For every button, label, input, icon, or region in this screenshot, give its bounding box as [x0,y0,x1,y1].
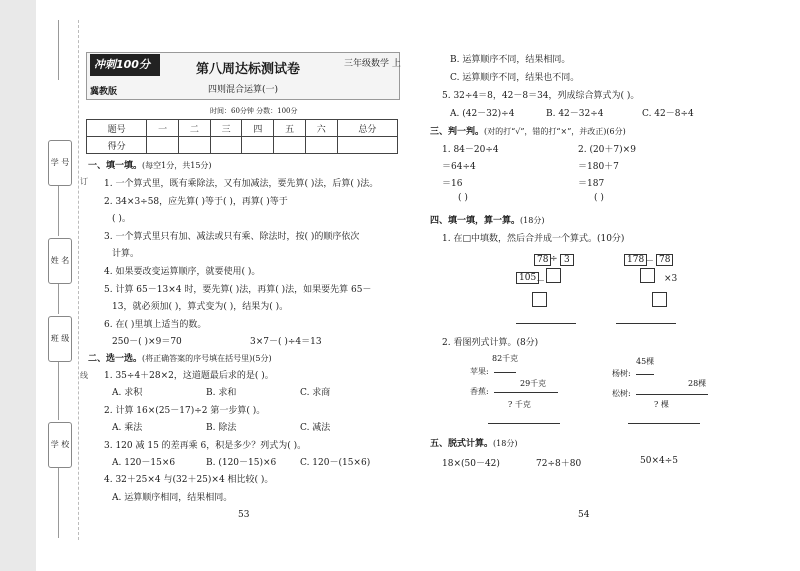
question-text: 6. 在( )里填上适当的数。 [104,320,207,330]
binding-line [58,362,59,420]
fold-line [78,20,79,540]
bar-label: 苹果: [470,367,489,376]
judge-line: ＝64÷4 [442,162,476,172]
page-number: 54 [578,510,590,520]
bar-label: 45棵 [636,357,655,366]
bar [636,394,708,395]
option[interactable]: C. 求商 [300,388,331,398]
option[interactable]: C. 42－8÷4 [642,109,694,119]
score-cell[interactable] [337,137,397,154]
table-cell: 五 [274,120,306,137]
equation: 250－( )×9＝70 [112,337,182,347]
binding-line [58,284,59,314]
scan-margin [0,0,36,571]
operator: ×3 [664,274,678,284]
judge-line: 1. 84－20÷4 [442,145,499,155]
bar-label: 杨树: [612,369,631,378]
bar-label: 29千克 [520,379,547,388]
number-box: 78 [656,254,673,266]
table-cell: 一 [147,120,179,137]
answer-line[interactable] [628,423,700,424]
table-cell: 六 [305,120,337,137]
brand-logo: 冲刺100分 [90,54,160,76]
question-text: 4. 如果要改变运算顺序，就要使用( )。 [104,267,261,277]
score-table-header [87,120,398,137]
score-cell[interactable] [210,137,242,154]
section-3-heading: 三、判一判。(对的打“√”，错的打“×”，并改正)(6分) [430,127,626,137]
option[interactable]: A. 求积 [112,388,143,398]
answer-line[interactable] [488,423,560,424]
subtitle: 四则混合运算(一) [208,85,279,95]
binding-line [58,20,59,80]
operator: － [536,277,546,287]
equation: 3×7－( )÷4＝13 [250,337,322,347]
section-4-heading: 四、填一填，算一算。(18分) [430,216,545,226]
bar-label: 香蕉: [470,387,489,396]
score-cell[interactable] [147,137,179,154]
option[interactable]: C. 运算顺序不同，结果也不同。 [450,73,580,83]
option[interactable]: B. 除法 [206,423,237,433]
bar [494,372,516,373]
calc-item: 72÷8＋80 [536,459,582,469]
number-box: 105 [516,272,539,284]
option[interactable]: B. 42－32÷4 [546,109,604,119]
question-text: 4. 32＋25×4 与(32＋25)×4 相比较( )。 [104,475,274,485]
question-text: 5. 计算 65－13×4 时，要先算( )法，再算( )法，如果要先算 65－ [104,285,372,295]
table-cell: 题号 [87,120,147,137]
option[interactable]: A. 120－15×6 [112,458,176,468]
judge-line: ＝187 [578,179,605,189]
table-cell: 总分 [337,120,397,137]
page-title: 第八周达标测试卷 [196,62,301,77]
blank-box[interactable] [652,292,667,307]
operator: ÷ [550,254,558,264]
option[interactable]: B. (120－15)×6 [206,458,277,468]
question-text: 1. 一个算式里，既有乘除法，又有加减法，要先算( )法，后算( )法。 [104,179,379,189]
bar-label: 28棵 [688,379,707,388]
bar [494,392,558,393]
question-text: 3. 120 减 15 的差再乘 6，积是多少？列式为( )。 [104,441,307,451]
bar-label: ? 千克 [508,400,531,409]
question-text: ( )。 [112,214,131,224]
fold-mark: 线 [80,371,88,380]
bar-label: 82千克 [492,354,519,363]
bar-label: 松树: [612,389,631,398]
answer-blank[interactable]: ( ) [594,193,604,203]
question-text: 2. 看图列式计算。(8分) [442,338,539,348]
blank-box[interactable] [640,268,655,283]
fold-mark: 订 [80,177,88,186]
option[interactable]: C. 减法 [300,423,331,433]
score-cell[interactable] [305,137,337,154]
question-text: 计算。 [112,249,140,259]
option[interactable]: A. 运算顺序相同，结果相同。 [112,493,233,503]
option[interactable]: C. 120－(15×6) [300,458,371,468]
option[interactable]: A. (42－32)÷4 [450,109,515,119]
operator: － [645,257,655,267]
binding-line [58,468,59,538]
answer-blank[interactable]: ( ) [458,193,468,203]
section-2-heading: 二、选一选。(将正确答案的序号填在括号里)(5分) [88,354,272,364]
table-cell: 三 [210,120,242,137]
table-cell: 得分 [87,137,147,154]
section-5-heading: 五、脱式计算。(18分) [430,439,518,449]
edition-label: 冀教版 [90,87,118,97]
judge-line: 2. (20＋7)×9 [578,145,636,155]
number-box: 178 [624,254,647,266]
binding-line [58,186,59,236]
calc-item: 18×(50－42) [442,459,500,469]
judge-line: ＝16 [442,179,463,189]
answer-line[interactable] [616,323,676,324]
question-text: 2. 34×3÷58，应先算( )等于( )，再算( )等于 [104,197,288,207]
blank-box[interactable] [546,268,561,283]
question-text: 13，就必须加( )，算式变为( )，结果为( )。 [112,302,289,312]
question-text: 1. 35÷4＋28×2，这道题最后求的是( )。 [104,371,274,381]
class-field[interactable]: 班 级 [48,316,72,362]
school-field[interactable]: 学 校 [48,422,72,468]
option[interactable]: B. 求和 [206,388,237,398]
name-field[interactable]: 姓 名 [48,238,72,284]
exam-meta: 时间：60分钟 分数：100分 [210,107,298,115]
score-cell[interactable] [179,137,211,154]
answer-line[interactable] [516,323,576,324]
blank-box[interactable] [532,292,547,307]
student-number-field[interactable]: 学 号 [48,140,72,186]
table-cell: 二 [179,120,211,137]
question-text: 1. 在□中填数，然后合并成一个算式。(10分) [442,234,625,244]
score-cell[interactable] [274,137,306,154]
score-cell[interactable] [242,137,274,154]
question-text: 2. 计算 16×(25－17)÷2 第一步算( )。 [104,406,266,416]
grade-label: 三年级数学 上 [344,59,401,69]
page-number: 53 [238,510,250,520]
judge-line: ＝180＋7 [578,162,619,172]
option[interactable]: A. 乘法 [112,423,143,433]
score-table-row [87,137,398,154]
bar-label: ? 棵 [654,400,669,409]
number-box: 78 [534,254,551,266]
option[interactable]: B. 运算顺序不同，结果相同。 [450,55,571,65]
table-cell: 四 [242,120,274,137]
bar [636,374,654,375]
calc-item: 50×4÷5 [640,456,678,466]
number-box: 3 [560,254,574,266]
score-table [86,119,398,154]
section-1-heading: 一、填一填。(每空1分，共15分) [88,161,212,171]
question-text: 5. 32÷4＝8，42－8＝34，列成综合算式为( )。 [442,91,640,101]
question-text: 3. 一个算式里只有加、减法或只有乘、除法时，按( )的顺序依次 [104,232,360,242]
